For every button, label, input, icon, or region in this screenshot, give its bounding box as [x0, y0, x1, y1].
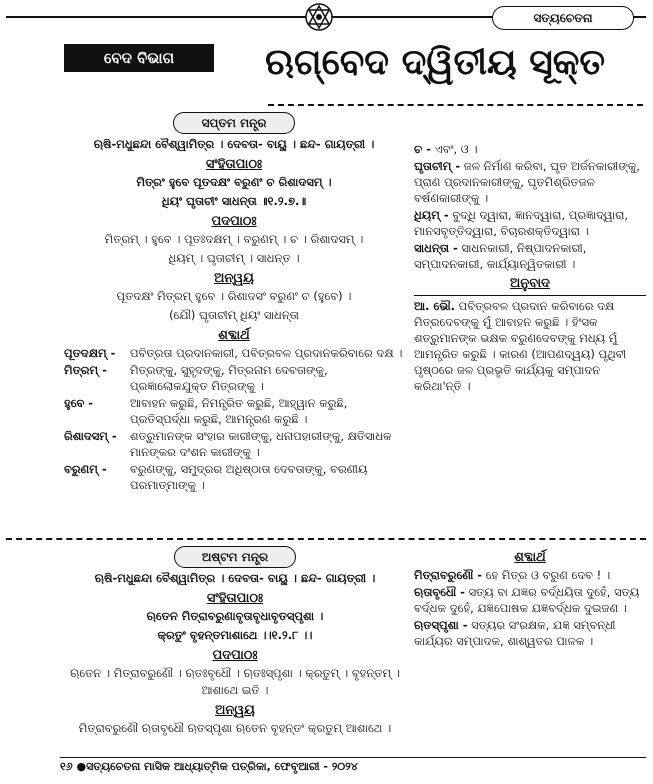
glossary-meaning: ଜଳ ନିର୍ମାଣ କରିବା, ଘୃତ ଅର୍ଜନକାରୀଙ୍କୁ, ପ୍ରାଣ ପ୍ରଦାନକାରୀଙ୍କୁ, ଘୃତମିଶ୍ରିତଜଳ ବର୍ଷଣକାରୀଙ୍କୁ ।	[414, 159, 640, 205]
brand-badge: ସତ୍ୟଚେତନା	[492, 6, 634, 30]
glossary-word: ମିତ୍ରାବରୁଣୌ -	[414, 568, 483, 582]
page-footer: ୧୬ ●ସତ୍ୟଚେତନା ମାସିକ ଆଧ୍ୟାତ୍ମିକ ପତ୍ରିକା, ଫେବୃଆରୀ - ୨୦୨୪	[60, 760, 358, 773]
glossary-row	[414, 240, 646, 272]
glossary-word: ରିଶାଦସମ୍ -	[64, 429, 117, 443]
mantra7-samhita-heading: ସଂହିତାପାଠଃ	[205, 157, 263, 172]
glossary-word: ଋତାବୃଧୌ -	[414, 585, 465, 599]
mantra7-glossary	[64, 345, 404, 493]
glossary-word: ପୂତଦକ୍ଷମ୍ -	[64, 346, 116, 360]
glossary-word: ହୁବେ -	[64, 396, 94, 410]
section-tag: ବେଦ ବିଭାଗ	[64, 44, 214, 72]
mantra8-anvaya-1: ମିତ୍ରାବରୁଣୌ ଋତାବୃଧୌ ଋତସ୍ପୃଶା ଋତେନ ବୃହନ୍ତଂ କ୍ରତୁମ୍ ଆଶାଥେ ।	[78, 721, 392, 735]
glossary-meaning: ସତ୍ୟର ସଂରକ୍ଷକ, ଯଜ୍ଞ ସମ୍ବନ୍ଧୀ କାର୍ଯ୍ୟର ସମ୍ପାଦକ, ଶାଶ୍ୱତର ପାଳକ ।	[414, 618, 616, 648]
glossary-word: ଧିୟମ୍ -	[414, 208, 449, 222]
mantra7-label: ସପ୍ତମ ମନ୍ତ୍ର	[173, 112, 295, 134]
title-underline	[268, 104, 643, 106]
glossary-meaning: ମିତ୍ରଙ୍କୁ, ସୁହୃଦଙ୍କୁ, ମିତ୍ରନାମ ଦେବତାଙ୍କୁ, ପ୍ରଜ୍ଞାଲୋକଯୁକ୍ତ ମିତ୍ରଙ୍କୁ ।	[130, 363, 328, 393]
glossary-row	[64, 362, 404, 394]
glossary-row	[414, 207, 646, 239]
glossary-row	[414, 567, 646, 583]
mantra7-anvaya-1: ପୂତଦକ୍ଷଂ ମିତ୍ରମ୍ ହୁବେ । ରିଶାଦସଂ ବରୁଣଂ ଚ (ହୁବେ) ।	[116, 289, 352, 303]
mantra7-anubad	[414, 295, 646, 394]
mantra8-pada-heading: ପଦପାଠଃ	[212, 648, 258, 663]
mantra8-right-column	[414, 546, 646, 650]
mantra7-left-column	[64, 112, 404, 494]
mantra8-rishi: ଋଷି-ମଧୁଛନ୍ଦା ବୈଶ୍ୱାମିତ୍ର । ଦେବତା- ବାୟୁ । ଛନ୍ଦ- ଗାୟତ୍ରୀ ।	[94, 571, 376, 585]
mantra8-samhita-heading: ସଂହିତାପାଠଃ	[206, 591, 264, 606]
mantra7-anvaya-2: (ଯୌ) ଘୃତାଚୀମ୍ ଧିୟଂ ସାଧନ୍ତା	[169, 308, 299, 322]
mantra8-anvaya-heading: ଅନ୍ୱୟ	[215, 703, 255, 718]
mantra7-anubad-heading: ଅନୁବାଦ	[510, 276, 550, 291]
glossary-meaning: ବରୁଣଙ୍କୁ, ସମୁଦ୍ରର ଅଧିଷ୍ଠାତା ଦେବତାଙ୍କୁ, ବରଣୀୟ ପରମାତ୍ମାଙ୍କୁ ।	[130, 462, 368, 492]
anubad-author: ଆ. ଭୌ.	[414, 299, 455, 313]
mantra8-pada-1: ଋତେନ । ମିତ୍ରାବରୁଣୌ । ଋତଃବୃଧୌ । ଋତଃସ୍ପୃଶା । କ୍ରତୁମ୍ । ବୃହନ୍ତମ୍ । ଆଶାଥେ ଇତି ।	[70, 666, 400, 697]
mantra8-shabdartha-heading: ଶବ୍ଦାର୍ଥ	[514, 550, 546, 565]
mantra8-label: ଅଷ୍ଟମ ମନ୍ତ୍ର	[174, 546, 296, 568]
page-title: ଋଗ୍‌ବେଦ ଦ୍ୱିତୀୟ ସୂକ୍ତ	[264, 42, 606, 83]
glossary-word: ବରୁଣମ୍ -	[64, 462, 107, 476]
glossary-row	[64, 461, 404, 493]
glossary-row	[64, 395, 404, 427]
mantra8-samhita-1: ଋତେନ ମିତ୍ରାବରୁଣାବୃତାବୃଧାବୃତସ୍ପୃଶା ।	[146, 609, 324, 623]
glossary-word: ସାଧନ୍ତା -	[414, 241, 458, 255]
glossary-word: ଘୃତାଚୀମ୍ -	[414, 159, 461, 173]
glossary-meaning: ହେ ମିତ୍ର ଓ ବରୁଣ ଦେବ ! ।	[485, 568, 611, 582]
glossary-row	[414, 617, 646, 649]
glossary-meaning: ସତ୍ୟ ବା ଯଜ୍ଞର ବର୍ଦ୍ଧୟିତା ଦୁହେଁ, ସତ୍ୟ ବର୍ଦ୍ଧକ ଦୁହେଁ, ଯଜ୍ଞପୋଷକ ଯଜ୍ଞବର୍ଦ୍ଧକ ଦୁଇଜଣ ।	[414, 585, 640, 615]
mantra7-anvaya-heading: ଅନ୍ୱୟ	[214, 271, 254, 286]
glossary-meaning: ଏବଂ, ଓ ।	[434, 142, 478, 156]
glossary-word: ମିତ୍ରମ୍ -	[64, 363, 107, 377]
mantra7-samhita-1: ମିତ୍ରଂ ହୁବେ ପୂତଦକ୍ଷଂ ବରୁଣଂ ଚ ରିଶାଦସମ୍ ।	[136, 175, 332, 189]
glossary-row	[64, 428, 404, 460]
glossary-row	[414, 584, 646, 616]
mantra8-samhita-2: କ୍ରତୁଂ ବୃହନ୍ତମାଶାଥେ ।।୧.୨.୮ ।।	[157, 628, 313, 642]
anubad-text: ପବିତ୍ରବଳ ପ୍ରଦାନ କରିବାରେ ଦକ୍ଷ ମିତ୍ରଦେବଙ୍କୁ ମୁଁ ଆବାହନ କରୁଛି । ହିଂସକ ଶତ୍ରୁମାନଙ୍କ ଭକ୍ଷକ ବରୁଣଦେବଙ୍କୁ ମଧ୍ୟ ମୁଁ ଆମନ୍ତ୍ରିତ କରୁଛି । କାରଣ (ଆପଣଦ୍ୱୟ) ପୃଥିବୀ ପୃଷ୍ଠରେ ଜଳ ପ୍ରଭୃତି କାର୍ଯ୍ୟକୁ ସମ୍ପାଦନ କରିଥା'ନ୍ତି ।	[414, 299, 627, 393]
mantra7-samhita-2: ଧିୟଂ ଘୃତାଚୀଂ ସାଧନ୍ତା ॥୧.୨.୭.॥	[161, 194, 307, 208]
glossary-meaning: ସାଧନକାରୀ, ନିଷ୍ପାଦନକାରୀ, ସମ୍ପାଦନକାରୀ, କାର୍ଯ୍ୟାନ୍ୱିତକାରୀ ।	[414, 241, 587, 271]
footer-rule	[60, 757, 646, 758]
glossary-meaning: ଶତ୍ରୁମାନଙ୍କ ସଂହାର କାରୀଙ୍କୁ, ଧନାପହାରୀଙ୍କୁ, କ୍ଷତିସାଧକ ମାନଙ୍କର ଦଂଶନ କାରୀଙ୍କୁ ।	[130, 429, 392, 459]
glossary-row	[64, 345, 404, 361]
glossary-word: ଚ -	[414, 142, 431, 156]
mantra8-left-column	[60, 546, 410, 739]
mantra7-pada-heading: ପଦପାଠଃ	[211, 214, 257, 229]
section-divider	[6, 538, 646, 540]
glossary-meaning: ପବିତ୍ରତା ପ୍ରଦାନକାରୀ, ପବିତ୍ରବଳ ପ୍ରଦାନକରିବାରେ ଦକ୍ଷ ।	[130, 346, 403, 360]
glossary-meaning: ବୁଦ୍ଧି ଦ୍ୱାରା, ଜ୍ଞାନଦ୍ୱାରା, ପ୍ରଜ୍ଞାଦ୍ୱାରା, ମାନସବୃତ୍ତିଦ୍ୱାରା, ବିଚାରଶକ୍ତିଦ୍ୱାରା ।	[414, 208, 629, 238]
glossary-word: ଋତସ୍ପୃଶା -	[414, 618, 468, 632]
mantra7-rishi: ଋଷି-ମଧୁଛନ୍ଦା ବୈଶ୍ୱାମିତ୍ର । ଦେବତା- ବାୟୁ । ଛନ୍ଦ- ଗାୟତ୍ରୀ ।	[93, 137, 375, 151]
om-emblem-icon	[302, 2, 336, 32]
mantra7-pada-1: ମିତ୍ରମ୍ । ହୁବେ । ପୂତଃଦକ୍ଷମ୍ । ବରୁଣମ୍ । ଚ । ରିଶାଦସମ୍ ।	[104, 232, 364, 246]
mantra7-right-column	[414, 140, 646, 395]
glossary-row	[414, 158, 646, 206]
mantra7-shabdartha-heading: ଶବ୍ଦାର୍ଥ	[218, 328, 250, 343]
mantra7-pada-2: ଧିୟମ୍ । ଘୃତାଚୀମ୍ । ସାଧନ୍ତ ।	[168, 251, 300, 265]
glossary-meaning: ଆବାହନ କରୁଛି, ନିମନ୍ତ୍ରିତ କରୁଛି, ଆହ୍ୱାନ କରୁଛି, ପ୍ରତିସ୍ପର୍ଦ୍ଧା କରୁଛି, ଆମନ୍ତ୍ରଣ କରୁଛି ।	[130, 396, 348, 426]
glossary-row	[414, 141, 646, 157]
